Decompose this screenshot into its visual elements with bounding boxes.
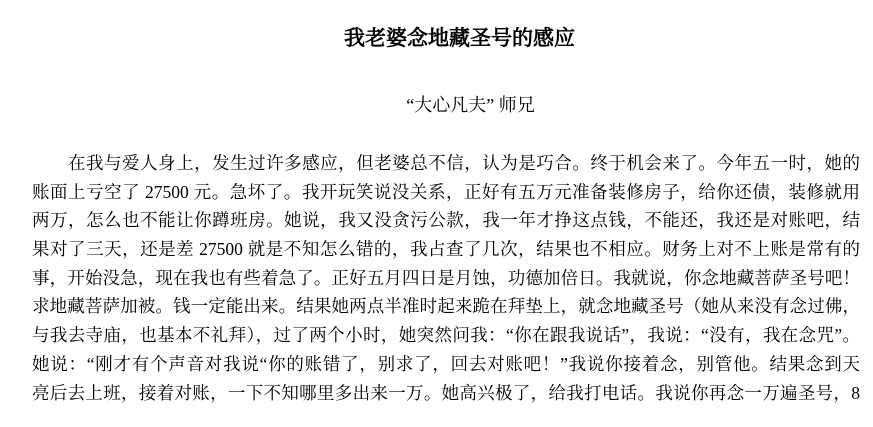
document-title: 我老婆念地藏圣号的感应 — [344, 26, 575, 50]
paragraph-line: 她说：“刚才有个声音对我说“你的账错了，别求了，回去对账吧！”我说你接着念，别管他。结果念到天 — [32, 353, 860, 374]
paragraph-line: 两万，怎么也不能让你蹲班房。她说，我又没贪污公款，我一年才挣这点钱，不能还，我还是对账吧，结 — [32, 210, 860, 231]
paragraph-line: 果对了三天，还是差 27500 就是不知怎么错的，我占查了几次，结果也不相应。财务上对不上账是常有的 — [32, 239, 860, 260]
document-byline: “大心凡夫” 师兄 — [406, 95, 535, 115]
paragraph-line: 亮后去上班，接着对账，一下不知哪里多出来一万。她高兴极了，给我打电话。我说你再念一万遍圣号，8 — [32, 382, 860, 403]
paragraph-line: 求地藏菩萨加被。钱一定能出来。结果她两点半准时起来跪在拜垫上，就念地藏圣号（她从来没有念过佛， — [32, 296, 860, 317]
paragraph-line: 在我与爱人身上，发生过许多感应，但老婆总不信，认为是巧合。终于机会来了。今年五一时，她的 — [68, 153, 860, 173]
paragraph-line: 事，开始没急，现在我也有些着急了。正好五月四日是月蚀，功德加倍日。我就说，你念地藏菩萨圣号吧！ — [32, 267, 860, 288]
paragraph-line: 账面上亏空了 27500 元。急坏了。我开玩笑说没关系，正好有五万元准备装修房子，给你还债，装修就用 — [32, 181, 860, 202]
document-body — [0, 149, 873, 407]
paragraph-line: 与我去寺庙，也基本不礼拜），过了两个小时，她突然问我：“你在跟我说话”，我说：“没有，我在念咒”。 — [32, 325, 860, 346]
